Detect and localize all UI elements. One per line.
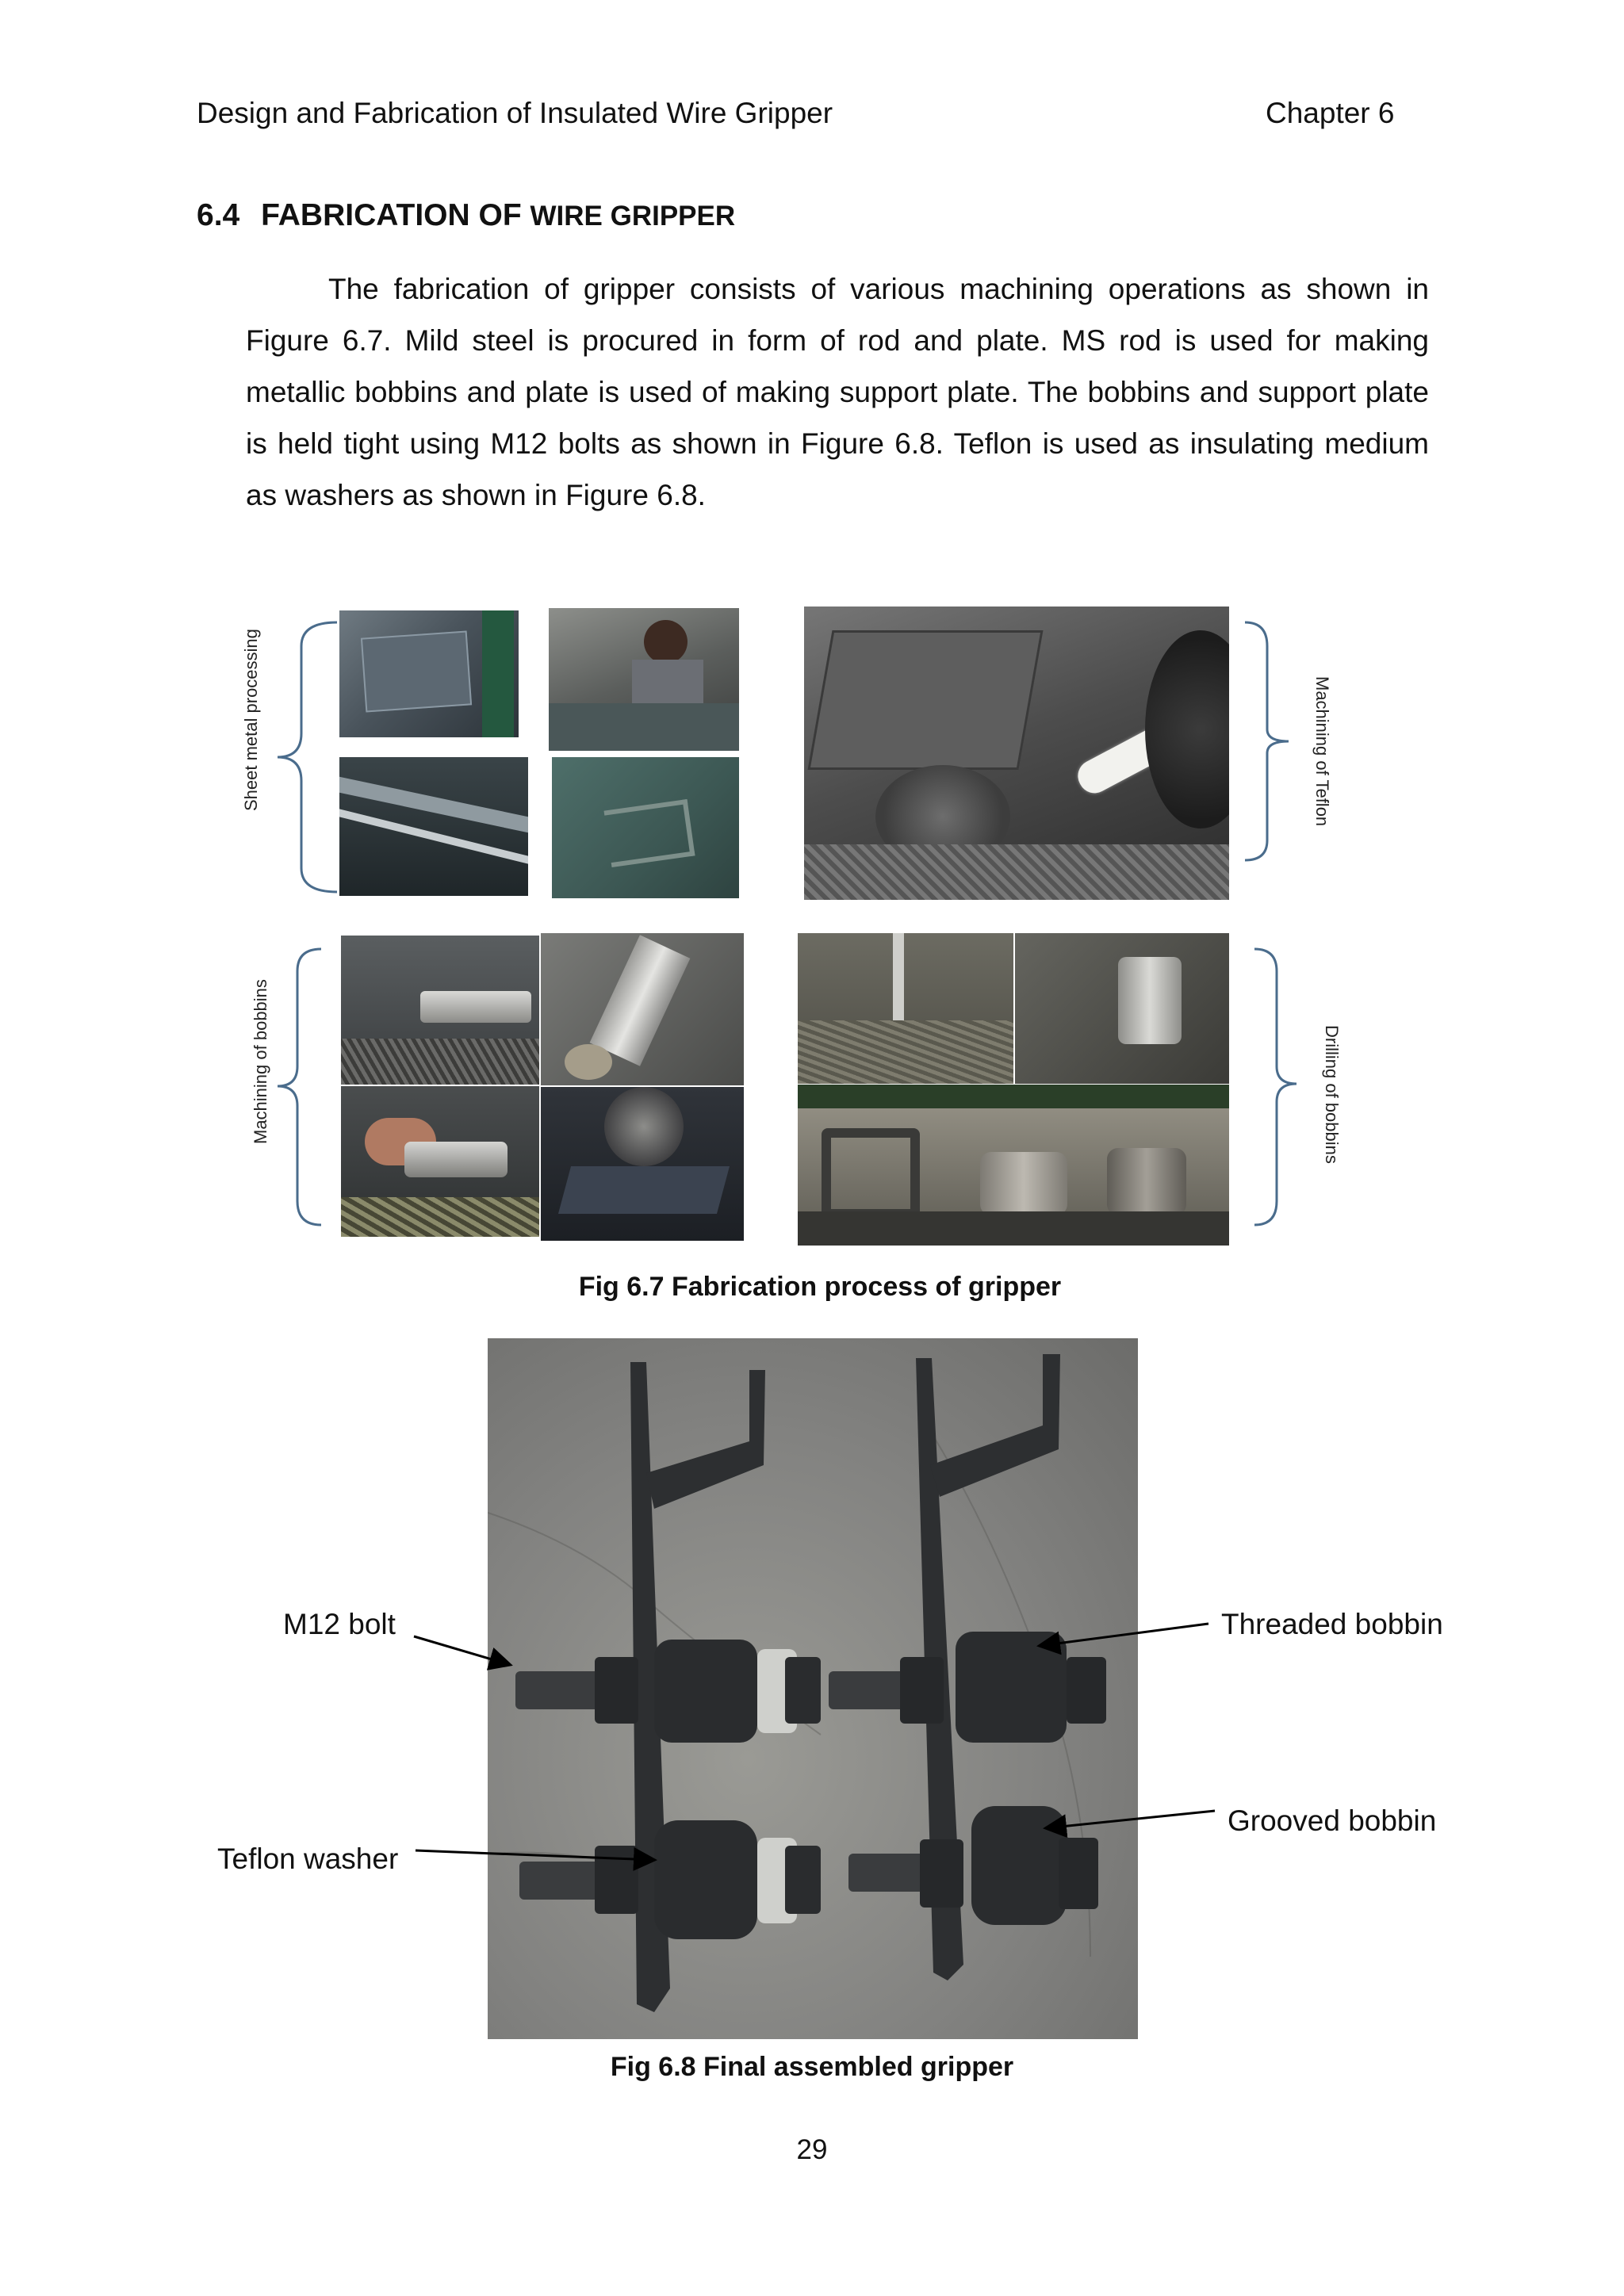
photo-bobbins-4 (541, 1087, 744, 1241)
photo-bobbins-3 (341, 1086, 539, 1237)
figure-6-8-photo (488, 1338, 1138, 2039)
bracket-drilling (1254, 949, 1297, 1225)
bracket-teflon (1245, 622, 1289, 860)
assembled-gripper-drawing (488, 1338, 1138, 2039)
photo-sheet-metal-3 (339, 757, 528, 896)
figure-6-8-caption: Fig 6.8 Final assembled gripper (610, 2052, 1014, 2082)
photo-sheet-metal-2 (549, 608, 739, 751)
body-paragraph: The fabrication of gripper consists of various machining operations as shown in Figure 6.7. Mild steel is procured in form of rod and plate. MS rod is used for making metallic bobbins and plate is used of making support plate. The bobbins and support plate is held tight using M12 bolts as shown in Figure 6.8. Teflon is used as insulating medium as washers as shown in Figure 6.8. (246, 273, 1429, 511)
photo-machining-teflon (804, 607, 1229, 900)
photo-bobbins-2 (541, 933, 744, 1085)
figure-6-7 (214, 599, 1356, 1257)
figure-6-7-caption: Fig 6.7 Fabrication process of gripper (578, 1272, 1062, 1302)
annotation-grooved-bobbin: Grooved bobbin (1228, 1804, 1437, 1837)
section-number: 6.4 (197, 198, 240, 232)
running-header-chapter: Chapter 6 (1266, 97, 1395, 129)
bracket-bobbins (278, 949, 321, 1225)
photo-bobbins-1 (341, 936, 539, 1085)
section-title-small: WIRE GRIPPER (530, 201, 736, 232)
label-machining-of-teflon: Machining of Teflon (1312, 676, 1332, 827)
section-heading (197, 198, 735, 233)
running-header-title: Design and Fabrication of Insulated Wire Gripper (197, 97, 833, 129)
annotation-m12-bolt: M12 bolt (283, 1608, 396, 1640)
annotation-teflon-washer: Teflon washer (217, 1843, 399, 1875)
photo-sheet-metal-4 (552, 757, 739, 898)
annotation-threaded-bobbin: Threaded bobbin (1221, 1608, 1443, 1640)
label-drilling-of-bobbins: Drilling of bobbins (1322, 1025, 1342, 1164)
photo-sheet-metal-1 (339, 610, 519, 737)
photo-drilling-3 (798, 1085, 1229, 1246)
label-machining-of-bobbins: Machining of bobbins (251, 979, 270, 1144)
photo-drilling-2 (1015, 933, 1229, 1084)
label-sheet-metal-processing: Sheet metal processing (241, 629, 261, 811)
photo-drilling-1 (798, 933, 1013, 1084)
bracket-sheet-metal (278, 622, 337, 892)
page-number: 29 (796, 2134, 828, 2165)
section-title-main: FABRICATION OF (261, 198, 522, 232)
